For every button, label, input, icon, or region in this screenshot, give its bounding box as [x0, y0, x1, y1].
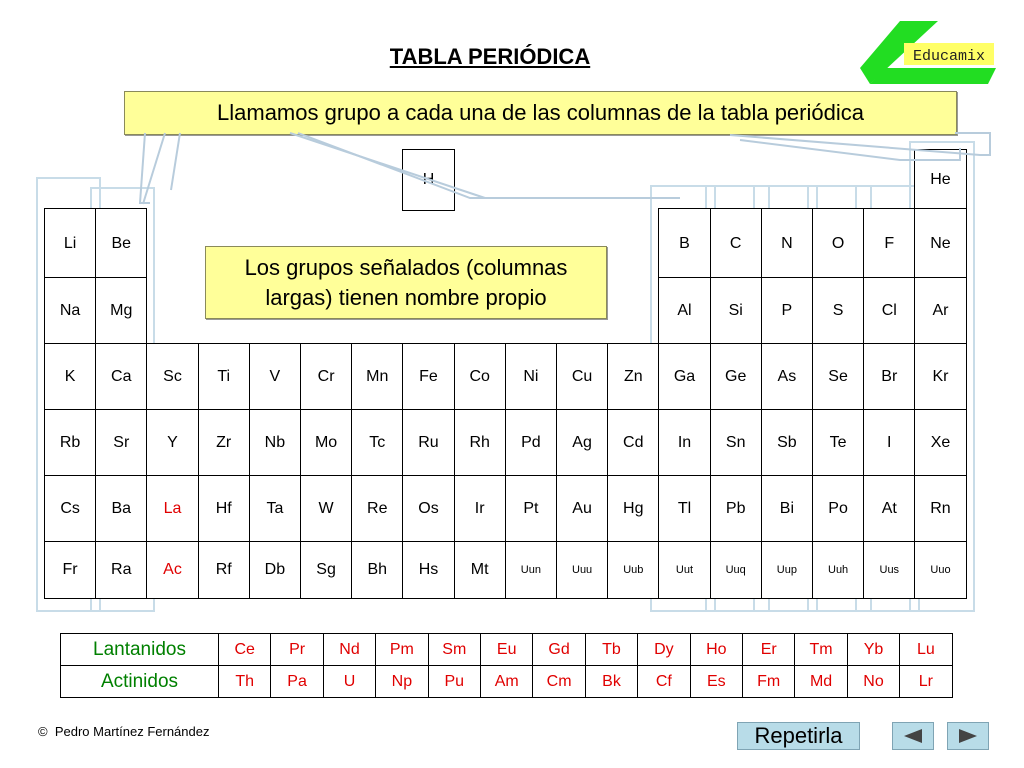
groups-callout: [124, 91, 957, 135]
element-symbol: Rb: [59, 434, 81, 451]
actinides-element-cell: [480, 665, 533, 698]
element-symbol: La: [163, 500, 182, 517]
element-symbol: S: [832, 302, 844, 319]
lanthanides-element-cell: [637, 633, 690, 666]
element-symbol: Po: [828, 500, 848, 517]
element-cell: [710, 541, 762, 599]
lanthanides-element-cell: [794, 633, 847, 666]
element-cell: [914, 208, 966, 279]
element-symbol: Uuh: [828, 564, 849, 576]
element-symbol: Se: [828, 368, 848, 385]
element-symbol: Sr: [113, 434, 130, 451]
lanthanides-element-cell: [375, 633, 428, 666]
element-cell: [812, 208, 864, 279]
element-cell: [300, 343, 352, 411]
element-symbol: Cr: [317, 368, 335, 385]
element-cell: [198, 409, 250, 477]
element-cell: [863, 208, 915, 279]
element-symbol: Er: [760, 640, 777, 658]
actinides-label: [60, 665, 219, 698]
actinides-element-cell: [428, 665, 481, 698]
element-cell: [505, 541, 557, 599]
element-cell: [710, 277, 762, 345]
actinides-element-cell: [637, 665, 690, 698]
element-cell: [402, 475, 454, 543]
element-symbol: Ga: [673, 368, 696, 385]
element-cell: [249, 541, 301, 599]
element-cell: [863, 343, 915, 411]
element-cell: [95, 343, 147, 411]
connector-line: [143, 133, 165, 204]
lanthanides-label: [60, 633, 219, 666]
element-symbol: Be: [111, 234, 132, 252]
element-cell: [505, 475, 557, 543]
copyright-icon: ©: [38, 724, 48, 739]
element-symbol: Fm: [757, 672, 781, 690]
element-symbol: V: [269, 368, 281, 385]
element-symbol: Pm: [389, 640, 414, 658]
actinides-element-cell: [532, 665, 585, 698]
element-cell: [863, 409, 915, 477]
element-symbol: Tc: [369, 434, 386, 451]
element-cell: [505, 409, 557, 477]
element-symbol: Ce: [234, 640, 255, 658]
connector-line: [140, 133, 150, 203]
element-symbol: Fr: [62, 561, 78, 578]
element-symbol: Md: [809, 672, 833, 690]
element-symbol: Ne: [930, 234, 951, 252]
element-symbol: Ag: [572, 434, 592, 451]
element-cell: [351, 343, 403, 411]
element-cell: [710, 409, 762, 477]
element-cell: [658, 541, 710, 599]
element-symbol: Rf: [215, 561, 232, 578]
element-symbol: N: [781, 234, 793, 252]
element-symbol: Rh: [469, 434, 490, 451]
element-symbol: Uuo: [930, 564, 951, 576]
actinides-element-cell: [270, 665, 323, 698]
element-symbol: P: [781, 302, 793, 319]
element-cell: [812, 343, 864, 411]
element-cell: [556, 475, 608, 543]
lanthanides-element-cell: [323, 633, 376, 666]
logo-text: Educamix: [912, 48, 986, 65]
connector-line: [171, 133, 180, 190]
element-cell: [658, 208, 710, 279]
actinides-element-cell: [323, 665, 376, 698]
element-symbol: Hg: [623, 500, 644, 517]
element-cell: [607, 409, 659, 477]
lanthanides-element-cell: [847, 633, 900, 666]
element-symbol: Uup: [776, 564, 797, 576]
element-cell: [607, 541, 659, 599]
element-symbol: Bi: [779, 500, 794, 517]
element-cell: [761, 208, 813, 279]
actinides-element-cell: [585, 665, 638, 698]
element-cell: [454, 475, 506, 543]
element-symbol: Eu: [496, 640, 517, 658]
element-symbol: K: [64, 368, 76, 385]
copyright-credit: [38, 724, 209, 739]
element-symbol: Mt: [470, 561, 489, 578]
element-cell: [146, 343, 198, 411]
element-cell: [761, 541, 813, 599]
repeat-button[interactable]: [737, 722, 860, 750]
element-cell: [761, 409, 813, 477]
element-symbol: Li: [63, 234, 77, 252]
element-symbol: Mo: [314, 434, 338, 451]
lanthanides-element-cell: [480, 633, 533, 666]
element-symbol: Sm: [442, 640, 467, 658]
element-symbol: Tb: [602, 640, 621, 658]
element-cell: [914, 343, 966, 411]
element-cell: [710, 475, 762, 543]
element-symbol: Pa: [287, 672, 307, 690]
element-cell: [351, 475, 403, 543]
element-cell: [454, 343, 506, 411]
element-cell: [454, 541, 506, 599]
educamix-logo-graphic: [860, 18, 1000, 88]
element-symbol: H: [422, 171, 435, 188]
element-symbol: Zn: [623, 368, 643, 385]
element-symbol: At: [881, 500, 897, 517]
element-symbol: Ge: [725, 368, 747, 385]
element-symbol: Os: [418, 500, 439, 517]
element-cell: [556, 343, 608, 411]
element-symbol: Np: [391, 672, 413, 690]
element-cell: [198, 541, 250, 599]
element-symbol: Cd: [623, 434, 644, 451]
element-symbol: Ba: [111, 500, 132, 517]
element-symbol: Au: [572, 500, 592, 517]
element-symbol: Si: [728, 302, 743, 319]
element-cell: [658, 277, 710, 345]
element-symbol: Gd: [548, 640, 570, 658]
element-cell: [44, 277, 96, 345]
element-symbol: Ho: [706, 640, 727, 658]
repeat-button-label: Repetirla: [754, 723, 843, 748]
element-symbol: Uuq: [725, 564, 746, 576]
lanthanides-element-cell: [532, 633, 585, 666]
element-symbol: Db: [264, 561, 286, 578]
element-symbol: O: [831, 234, 845, 252]
element-cell: [402, 409, 454, 477]
author-name: Pedro Martínez Fernández: [54, 724, 210, 739]
element-cell: [914, 409, 966, 477]
element-symbol: Sn: [725, 434, 746, 451]
lanthanides-element-cell: [270, 633, 323, 666]
element-symbol: Xe: [930, 434, 951, 451]
element-symbol: Y: [167, 434, 178, 451]
element-symbol: Mg: [110, 302, 133, 319]
element-cell: [44, 475, 96, 543]
element-symbol: Th: [235, 672, 255, 690]
lanthanides-element-cell: [585, 633, 638, 666]
element-symbol: Bh: [367, 561, 388, 578]
element-cell: [658, 475, 710, 543]
element-symbol: Cu: [571, 368, 593, 385]
element-symbol: Uuu: [572, 564, 593, 576]
element-cell: [146, 409, 198, 477]
educamix-logo: [860, 18, 1000, 93]
element-cell: [812, 277, 864, 345]
element-cell: [249, 409, 301, 477]
element-symbol: Sb: [777, 434, 797, 451]
element-symbol: Lr: [918, 672, 933, 690]
actinides-element-cell: [742, 665, 795, 698]
element-symbol: Tm: [809, 640, 833, 658]
element-symbol: U: [343, 672, 356, 690]
element-symbol: Cm: [546, 672, 572, 690]
element-cell: [556, 409, 608, 477]
element-cell: [914, 475, 966, 543]
element-symbol: Pu: [444, 672, 465, 690]
next-triangle-icon: [955, 727, 981, 745]
element-symbol: Dy: [654, 640, 674, 658]
element-symbol: Rn: [930, 500, 951, 517]
element-symbol: Hf: [215, 500, 232, 517]
element-cell: [454, 409, 506, 477]
element-symbol: B: [679, 234, 690, 252]
element-symbol: As: [777, 368, 797, 385]
element-symbol: Ir: [474, 500, 485, 517]
element-cell: [44, 208, 96, 279]
actinides-label-text: Actinidos: [100, 670, 179, 692]
actinides-element-cell: [690, 665, 743, 698]
connector-line: [298, 133, 680, 198]
element-symbol: He: [930, 171, 951, 188]
element-symbol: Na: [59, 302, 81, 319]
element-symbol: Te: [829, 434, 847, 451]
element-cell: [95, 208, 147, 279]
element-symbol: W: [318, 500, 334, 517]
element-cell: [812, 409, 864, 477]
element-cell: [300, 475, 352, 543]
element-cell: [351, 409, 403, 477]
element-cell: [95, 541, 147, 599]
element-symbol: Nb: [264, 434, 286, 451]
element-cell: [607, 343, 659, 411]
element-symbol: Ru: [418, 434, 439, 451]
named-groups-callout-text: Los grupos señalados (columnas largas) tienen nombre propio: [244, 254, 568, 310]
element-symbol: Hs: [418, 561, 439, 578]
element-cell: [914, 149, 966, 211]
element-symbol: Al: [677, 302, 692, 319]
element-symbol: Lu: [916, 640, 935, 658]
element-symbol: Uub: [623, 564, 644, 576]
element-symbol: Pr: [289, 640, 306, 658]
element-cell: [556, 541, 608, 599]
element-cell: [863, 475, 915, 543]
element-symbol: Co: [469, 368, 490, 385]
element-cell: [44, 409, 96, 477]
element-symbol: Sc: [163, 368, 182, 385]
element-symbol: Es: [706, 672, 726, 690]
element-symbol: Ni: [523, 368, 539, 385]
element-symbol: Uut: [675, 564, 694, 576]
element-cell: [146, 475, 198, 543]
element-symbol: Pt: [523, 500, 539, 517]
element-cell: [300, 541, 352, 599]
lanthanides-element-cell: [899, 633, 952, 666]
element-cell: [249, 475, 301, 543]
element-symbol: I: [887, 434, 892, 451]
element-symbol: Kr: [932, 368, 949, 385]
element-cell: [863, 277, 915, 345]
actinides-element-cell: [847, 665, 900, 698]
groups-callout-text: Llamamos grupo a cada una de las columnas de la tabla periódica: [217, 100, 864, 125]
element-symbol: Pb: [725, 500, 746, 517]
element-symbol: Cl: [881, 302, 897, 319]
element-cell: [914, 277, 966, 345]
element-cell: [812, 541, 864, 599]
element-symbol: Cs: [60, 500, 80, 517]
element-symbol: Ta: [266, 500, 284, 517]
element-symbol: Sg: [316, 561, 336, 578]
connector-line: [290, 133, 485, 198]
element-cell: [198, 475, 250, 543]
element-symbol: Uus: [879, 564, 900, 576]
element-symbol: Tl: [677, 500, 692, 517]
lanthanides-element-cell: [428, 633, 481, 666]
element-symbol: C: [729, 234, 742, 252]
element-cell: [198, 343, 250, 411]
page-title: TABLA PERIÓDICA: [389, 44, 591, 69]
actinides-element-cell: [794, 665, 847, 698]
prev-triangle-icon: [900, 727, 926, 745]
element-cell: [44, 541, 96, 599]
element-symbol: In: [677, 434, 692, 451]
element-cell: [505, 343, 557, 411]
element-symbol: Re: [367, 500, 388, 517]
next-button[interactable]: [947, 722, 989, 750]
element-symbol: Ac: [163, 561, 182, 578]
element-cell: [658, 409, 710, 477]
lanthanides-element-cell: [218, 633, 271, 666]
element-symbol: Br: [881, 368, 898, 385]
actinides-element-cell: [375, 665, 428, 698]
element-cell: [402, 343, 454, 411]
element-cell: [95, 475, 147, 543]
element-symbol: Bk: [602, 672, 621, 690]
element-cell: [812, 475, 864, 543]
element-symbol: Yb: [863, 640, 884, 658]
element-symbol: No: [863, 672, 884, 690]
element-cell: [95, 409, 147, 477]
lanthanides-label-text: Lantanidos: [93, 638, 186, 660]
element-symbol: Ra: [111, 561, 132, 578]
element-symbol: Fe: [419, 368, 438, 385]
element-symbol: Ti: [217, 368, 231, 385]
element-cell: [95, 277, 147, 345]
lanthanides-element-cell: [690, 633, 743, 666]
element-symbol: Ca: [111, 368, 132, 385]
element-symbol: Uun: [520, 564, 541, 576]
element-cell: [761, 343, 813, 411]
element-cell: [402, 541, 454, 599]
element-cell: [300, 409, 352, 477]
element-cell: [402, 149, 454, 211]
previous-button[interactable]: [892, 722, 934, 750]
element-cell: [863, 541, 915, 599]
element-symbol: Pd: [521, 434, 541, 451]
element-cell: [710, 208, 762, 279]
element-cell: [44, 343, 96, 411]
element-cell: [249, 343, 301, 411]
element-symbol: Ar: [932, 302, 949, 319]
element-symbol: Am: [494, 672, 519, 690]
element-symbol: Mn: [366, 368, 389, 385]
element-cell: [761, 475, 813, 543]
element-cell: [658, 343, 710, 411]
element-cell: [351, 541, 403, 599]
element-cell: [710, 343, 762, 411]
element-symbol: Zr: [216, 434, 232, 451]
element-symbol: Nd: [339, 640, 360, 658]
element-cell: [914, 541, 966, 599]
element-symbol: Cf: [655, 672, 672, 690]
element-cell: [761, 277, 813, 345]
named-groups-callout: [205, 246, 607, 319]
element-cell: [146, 541, 198, 599]
actinides-element-cell: [218, 665, 271, 698]
lanthanides-element-cell: [742, 633, 795, 666]
element-cell: [607, 475, 659, 543]
actinides-element-cell: [899, 665, 952, 698]
element-symbol: F: [884, 234, 895, 252]
